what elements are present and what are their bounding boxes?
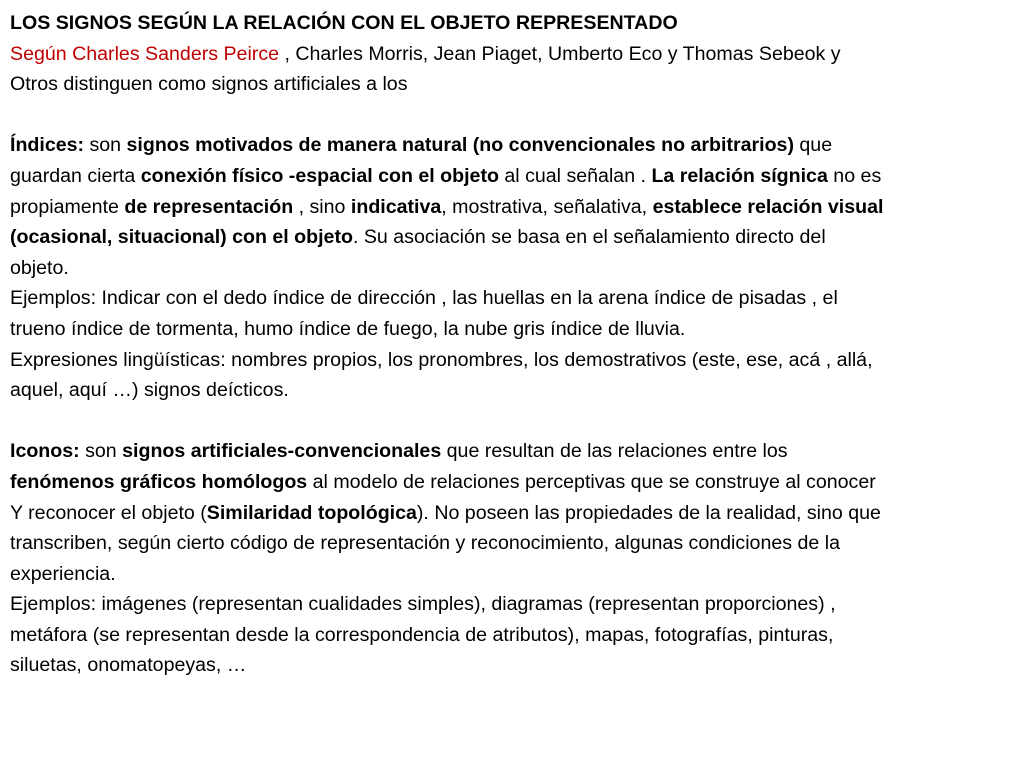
indices-line-5: objeto. <box>10 256 69 279</box>
iconos-line-3: Y reconocer el objeto (Similaridad topológica). No poseen las propiedades de la realidad, sino que <box>10 501 881 524</box>
indices-line-3: propiamente de representación , sino indicativa, mostrativa, señalativa, establece relación visual <box>10 195 884 218</box>
iconos-examples-1: Ejemplos: imágenes (representan cualidades simples), diagramas (representan proporciones) , <box>10 593 836 616</box>
intro-authors-red: Según Charles Sanders Peirce <box>10 42 280 65</box>
slide-body <box>10 8 1024 681</box>
intro-line-1 <box>10 39 1024 70</box>
iconos-line-5: experiencia. <box>10 562 116 585</box>
spacer <box>10 406 1024 437</box>
intro-line-2: Otros distinguen como signos artificiales a los <box>10 73 408 96</box>
spacer <box>10 100 1024 131</box>
indices-line-2: guardan cierta conexión físico -espacial con el objeto al cual señalan . La relación sígnica no es <box>10 164 882 187</box>
iconos-examples-2: metáfora (se representan desde la correspondencia de atributos), mapas, fotografías, pinturas, <box>10 623 834 646</box>
iconos-examples-3: siluetas, onomatopeyas, … <box>10 654 247 677</box>
indices-expressions-1: Expresiones lingüísticas: nombres propios, los pronombres, los demostrativos (este, ese, acá , allá, <box>10 348 873 371</box>
iconos-line-2: fenómenos gráficos homólogos al modelo de relaciones perceptivas que se construye al conocer <box>10 470 876 493</box>
indices-heading: Índices: <box>10 134 85 157</box>
iconos-line-4: transcriben, según cierto código de representación y reconocimiento, algunas condiciones de la <box>10 532 840 555</box>
intro-authors-rest: , Charles Morris, Jean Piaget, Umberto Eco y Thomas Sebeok y <box>279 42 841 65</box>
indices-line-1: Índices: son signos motivados de manera natural (no convencionales no arbitrarios) que <box>10 134 833 157</box>
indices-examples-1: Ejemplos: Indicar con el dedo índice de dirección , las huellas en la arena índice de pisadas , el <box>10 287 838 310</box>
indices-expressions-2: aquel, aquí …) signos deícticos. <box>10 379 289 402</box>
iconos-heading: Iconos: <box>10 440 80 463</box>
indices-line-4: (ocasional, situacional) con el objeto. Su asociación se basa en el señalamiento directo del <box>10 226 826 249</box>
iconos-line-1: Iconos: son signos artificiales-convencionales que resultan de las relaciones entre los <box>10 440 788 463</box>
indices-examples-2: trueno índice de tormenta, humo índice de fuego, la nube gris índice de lluvia. <box>10 317 686 340</box>
slide-title: LOS SIGNOS SEGÚN LA RELACIÓN CON EL OBJETO REPRESENTADO <box>10 12 678 34</box>
